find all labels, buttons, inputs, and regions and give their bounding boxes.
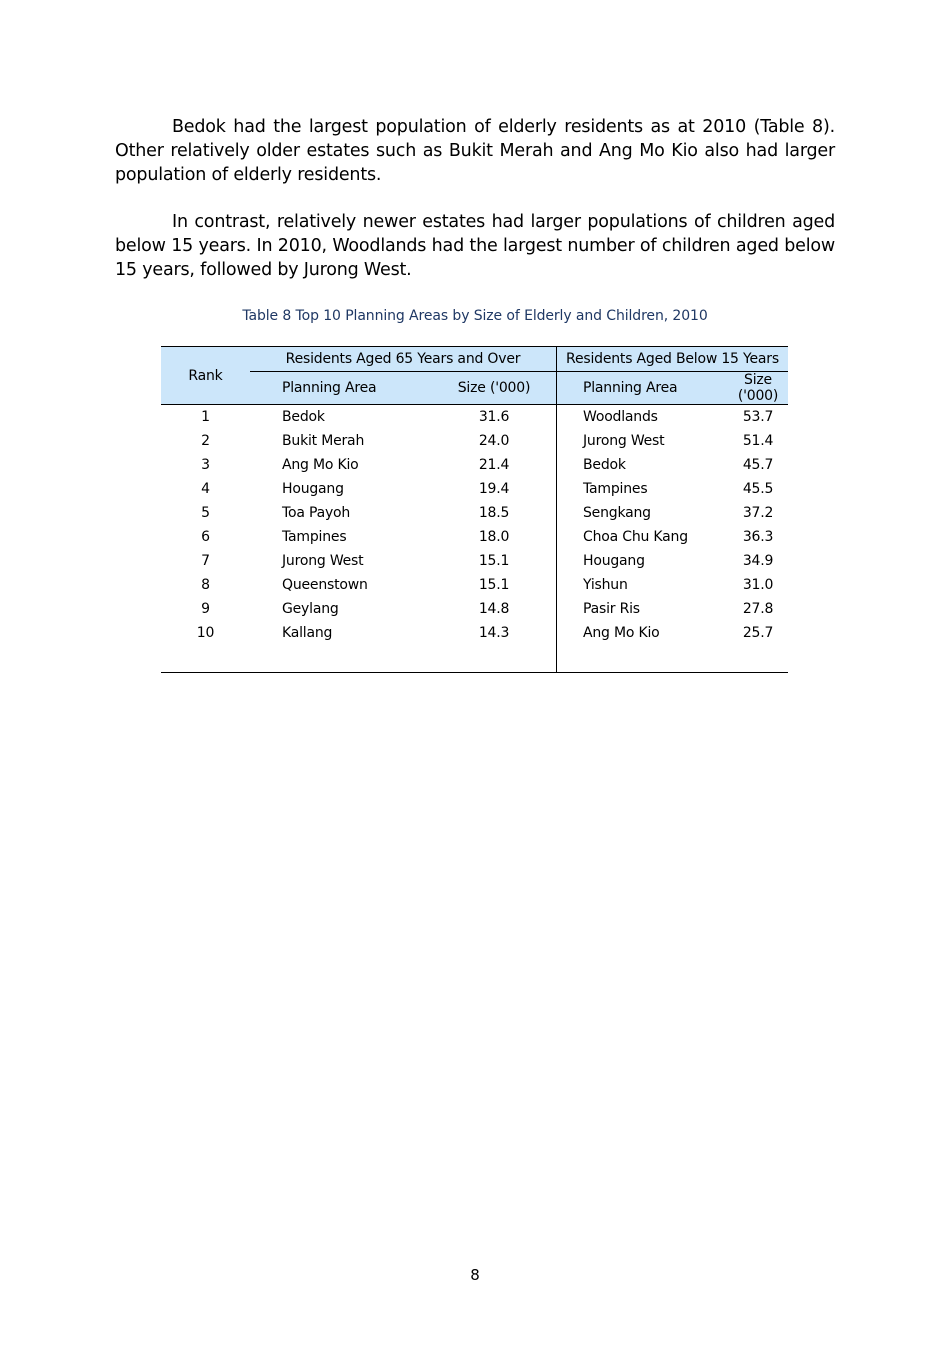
rank-cell: 1 bbox=[201, 409, 210, 425]
elderly-size-cell: 18.0 bbox=[478, 529, 510, 545]
children-area-cell: Tampines bbox=[557, 477, 729, 501]
children-size-cell: 27.8 bbox=[742, 601, 774, 617]
children-size-cell: 37.2 bbox=[742, 505, 774, 521]
children-area-cell: Ang Mo Kio bbox=[557, 621, 729, 645]
elderly-group-header: Residents Aged 65 Years and Over bbox=[250, 347, 557, 372]
children-size-cell: 45.5 bbox=[742, 481, 774, 497]
rank-cell: 6 bbox=[201, 529, 210, 545]
elderly-area-header: Planning Area bbox=[250, 372, 432, 405]
planning-areas-table bbox=[161, 346, 788, 673]
children-area-cell: Yishun bbox=[557, 573, 729, 597]
rank-cell: 9 bbox=[201, 601, 210, 617]
children-group-header: Residents Aged Below 15 Years bbox=[557, 347, 789, 372]
children-area-cell: Pasir Ris bbox=[557, 597, 729, 621]
rank-cell: 4 bbox=[201, 481, 210, 497]
children-area-cell: Sengkang bbox=[557, 501, 729, 525]
elderly-area-cell: Queenstown bbox=[282, 577, 368, 593]
table-row bbox=[161, 405, 788, 430]
elderly-area-cell: Bukit Merah bbox=[282, 433, 365, 449]
paragraph-text: Bedok had the largest population of elderly residents as at 2010 (Table 8). Other relatively older estates such as Bukit Merah and Ang Mo Kio also had larger population of elderly residents. bbox=[115, 117, 835, 185]
elderly-size-cell: 31.6 bbox=[478, 409, 510, 425]
table-row bbox=[161, 573, 788, 597]
elderly-size-cell: 15.1 bbox=[478, 553, 510, 569]
children-size-cell: 34.9 bbox=[742, 553, 774, 569]
paragraph-children bbox=[115, 210, 835, 282]
table-row bbox=[161, 453, 788, 477]
table-bottom-spacer bbox=[161, 645, 788, 673]
paragraph-text: In contrast, relatively newer estates had larger populations of children aged below 15 years. In 2010, Woodlands had the largest number of children aged below 15 years, followed by Jurong West. bbox=[115, 212, 835, 280]
table-row bbox=[161, 597, 788, 621]
table-row bbox=[161, 525, 788, 549]
rank-cell: 10 bbox=[196, 625, 215, 641]
elderly-size-cell: 15.1 bbox=[478, 577, 510, 593]
elderly-area-cell: Kallang bbox=[282, 625, 333, 641]
elderly-size-cell: 24.0 bbox=[478, 433, 510, 449]
elderly-size-header: Size ('000) bbox=[432, 372, 557, 405]
rank-cell: 2 bbox=[201, 433, 210, 449]
children-area-cell: Jurong West bbox=[557, 429, 729, 453]
elderly-area-cell: Bedok bbox=[282, 409, 325, 425]
rank-cell: 7 bbox=[201, 553, 210, 569]
children-size-cell: 45.7 bbox=[742, 457, 774, 473]
children-area-cell: Hougang bbox=[557, 549, 729, 573]
paragraph-elderly bbox=[115, 115, 835, 187]
table-row bbox=[161, 549, 788, 573]
elderly-size-cell: 14.8 bbox=[478, 601, 510, 617]
children-area-cell: Bedok bbox=[557, 453, 729, 477]
children-size-cell: 36.3 bbox=[742, 529, 774, 545]
table-row bbox=[161, 621, 788, 645]
children-size-cell: 53.7 bbox=[742, 409, 774, 425]
elderly-size-cell: 18.5 bbox=[478, 505, 510, 521]
children-area-header: Planning Area bbox=[557, 372, 729, 405]
elderly-area-cell: Geylang bbox=[282, 601, 339, 617]
rank-cell: 5 bbox=[201, 505, 210, 521]
elderly-area-cell: Hougang bbox=[282, 481, 344, 497]
elderly-area-cell: Jurong West bbox=[282, 553, 364, 569]
children-area-cell: Woodlands bbox=[557, 405, 729, 430]
table-row bbox=[161, 477, 788, 501]
elderly-size-cell: 19.4 bbox=[478, 481, 510, 497]
rank-cell: 8 bbox=[201, 577, 210, 593]
table-row bbox=[161, 429, 788, 453]
rank-cell: 3 bbox=[201, 457, 210, 473]
table-row bbox=[161, 501, 788, 525]
rank-header: Rank bbox=[161, 347, 250, 405]
children-size-cell: 51.4 bbox=[742, 433, 774, 449]
children-size-cell: 31.0 bbox=[742, 577, 774, 593]
table-caption: Table 8 Top 10 Planning Areas by Size of Elderly and Children, 2010 bbox=[242, 308, 708, 324]
elderly-size-cell: 21.4 bbox=[478, 457, 510, 473]
page-number: 8 bbox=[470, 1266, 480, 1284]
children-area-cell: Choa Chu Kang bbox=[557, 525, 729, 549]
elderly-area-cell: Ang Mo Kio bbox=[282, 457, 359, 473]
elderly-area-cell: Toa Payoh bbox=[282, 505, 351, 521]
elderly-area-cell: Tampines bbox=[282, 529, 347, 545]
children-size-cell: 25.7 bbox=[742, 625, 774, 641]
children-size-header: Size ('000) bbox=[728, 372, 788, 405]
elderly-size-cell: 14.3 bbox=[478, 625, 510, 641]
